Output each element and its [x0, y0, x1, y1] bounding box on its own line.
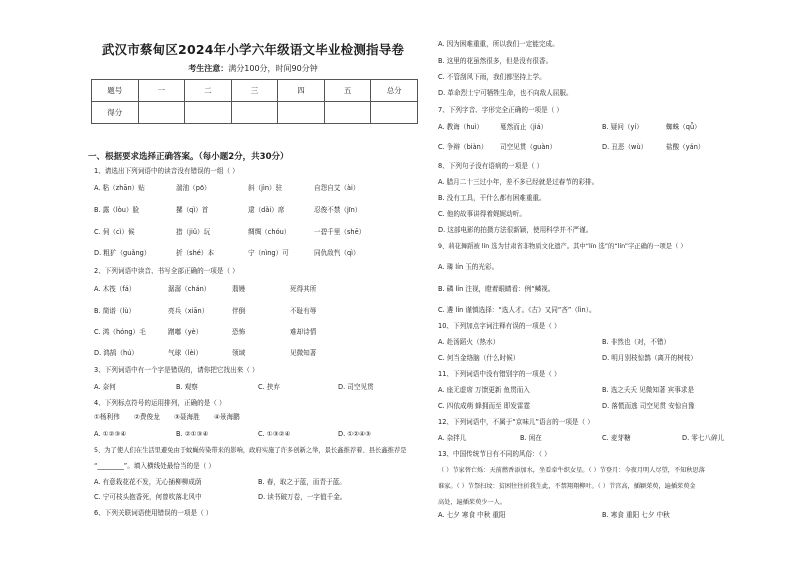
option: 宁（nìng）可	[248, 249, 289, 257]
option: C. 遴 lín 谨慎选择：“选人才。《古》又同“吝”（lìn）。	[438, 306, 596, 314]
notice-text: 满分100分，时间90分钟	[228, 64, 318, 73]
list-item: ③聂海胜	[174, 413, 200, 421]
option: A. 杂拌儿	[438, 434, 467, 442]
option: A. 七夕 寒食 中秋 重阳	[438, 511, 506, 519]
question-paragraph	[438, 465, 762, 508]
score-header-cell: 题号	[92, 80, 139, 102]
option: B. 非然也（对，不错）	[602, 338, 671, 346]
question-stem: 8、下列句子没有语病的一项是（ ）	[438, 162, 544, 170]
option: A. 粘（zhān）贴	[94, 184, 145, 192]
option: 翡嫚	[232, 285, 246, 293]
question-stem: 13、中国传统节日有不同的风俗：（ ）	[438, 450, 551, 458]
option: C. 麦芽糖	[602, 434, 631, 442]
score-row-label: 得分	[92, 102, 139, 124]
option: D. 鸿鹄（hú）	[94, 349, 139, 357]
paragraph-line: （ ）节家替亡烁：天前燃香添加水，坐看牵牛织女星。（ ）节登月：今夜月明人尽望，不知秋思落	[438, 467, 705, 474]
option: 气球（lèi）	[168, 349, 203, 357]
option: A. 赴汤蹈火（热水）	[438, 338, 500, 346]
score-cell[interactable]	[371, 102, 418, 124]
question-stem: 3、下列词语中有一个字是错误的，请你把它找出来（ ）	[94, 366, 259, 374]
option: 逮（dǎi）席	[248, 206, 285, 214]
option: C. 鸿（hóng）毛	[94, 328, 146, 336]
list-item: ④景海鹏	[214, 413, 240, 421]
question-stem: 7、下列字音、字形完全正确的一项是（ ）	[438, 106, 563, 114]
option: A. 木筏（fá）	[94, 285, 136, 293]
option: C. 四依成萌 蜂拥而至 即发雷霆	[438, 402, 531, 410]
section-heading: 一、根据要求选择正确答案。（每小题2分，共30分）	[88, 152, 289, 162]
question-stem: 4、下列标点符号的运用排列，正确的是（ ）	[94, 399, 226, 407]
option: D. 丑恶（wù）	[602, 143, 648, 151]
score-header-cell: 四	[278, 80, 325, 102]
option: 不耻有辱	[290, 307, 317, 315]
option: 斜（jìn）驻	[248, 184, 283, 192]
option: 自怨自艾（ài）	[314, 184, 360, 192]
question-stem: 6、下列关联词语使用错误的一项是（ ）	[94, 509, 213, 517]
question-stem: 1、请选出下列词语中的读音没有错误的一组（ ）	[94, 167, 239, 175]
option: B. 这里的花虽然很多，但是没有很香。	[438, 57, 553, 65]
option: D. 读书破万卷，一字值千金。	[258, 493, 347, 501]
notice-label: 考生注意：	[188, 64, 229, 73]
option: A. 座无虚席 万馈更新 鱼贯而入	[438, 386, 530, 394]
question-stem: 11、下列词语中没有错别字的一项是（ ）	[438, 370, 561, 378]
option: B. 疑问（yí）	[602, 123, 643, 131]
option: B. 没有工具，干什么都有困难重重。	[438, 194, 546, 202]
option: B. 磷 lín 注视，瞪着眼睛看：例“鳞视。	[438, 285, 555, 293]
score-header-cell: 一	[138, 80, 185, 102]
option: 盐酸（yán）	[666, 143, 705, 151]
paragraph-line: 谁家。（ ）节祭扫坟：贫困往往折我生此，不禁翔翔柳叶。（ ）节宫高，插颖茱萸，遍插茱萸金	[438, 483, 696, 490]
option: 折（shé）本	[176, 249, 215, 257]
score-header-cell: 五	[324, 80, 371, 102]
option: 忍俊不禁（jīn）	[314, 206, 362, 214]
option: D. ①②④③	[338, 430, 371, 438]
exam-notice	[88, 63, 418, 74]
option: 恐怖	[232, 328, 246, 336]
score-table-header-row	[92, 80, 418, 102]
option: D. 这部电影的拍摄方法很新颖，使用科学并不严谨。	[438, 226, 593, 234]
option: 摞（qì）首	[176, 206, 209, 214]
option: 伴倒	[232, 307, 246, 315]
option: 亮兵（xiān）	[168, 307, 209, 315]
option: 戛然而止（jiá）	[500, 123, 548, 131]
option: B. 选之夭夭 见微知著 宾事求是	[602, 386, 695, 394]
option: 见微知著	[290, 349, 317, 357]
option: A. 璘 lín 玉的光彩。	[438, 263, 499, 271]
option: A. ①②③④	[94, 430, 127, 438]
option: C. 宁可枝头抱香死，何曾吹落北风中	[94, 493, 202, 501]
question-stem: 9、莉花舞蹈被 lín 选为甘肃省非物质文化遗产。其中“lín 选”的“lín”字正确的一项是（ ）	[438, 243, 687, 250]
option: 死得其所	[290, 285, 317, 293]
option: D. 明月别枝惊鹊（离开的树枝）	[602, 354, 697, 362]
score-cell[interactable]	[324, 102, 371, 124]
option: 蹭嘟（yè）	[168, 328, 203, 336]
question-stem: 10、下列加点字词注释有误的一项是（ ）	[438, 322, 561, 330]
score-cell[interactable]	[278, 102, 325, 124]
option: C. 伺（cì）候	[94, 228, 135, 236]
option: C. 他的故事讲得着娓娓动听。	[438, 210, 526, 218]
option: B. 露（lòu）脸	[94, 206, 140, 214]
question-stem: 5、为了使人们在生活里避免由于蚊蝇传染带来的影响，政府实施了许多创新之举，景长鑫推荐着、县长鑫推荐是	[94, 447, 407, 454]
option: 同仇敌忾（qì）	[314, 249, 360, 257]
option: 难却诗情	[290, 328, 317, 336]
list-item: ①杨利伟	[94, 413, 120, 421]
question-stem: 2、下列词语中读音、书写全部正确的一项是（ ）	[94, 267, 239, 275]
option: D. 零七八碎儿	[682, 434, 725, 442]
option: 蜘蛛（qǖ）	[666, 123, 701, 131]
option: B. 寒食 重阳 七夕 中秋	[602, 511, 670, 519]
option: B. 观察	[176, 383, 198, 391]
score-cell[interactable]	[185, 102, 232, 124]
paragraph-line: 高处，遍插茱萸少一人。	[438, 499, 507, 506]
score-cell[interactable]	[231, 102, 278, 124]
option: A. 教诲（huì）	[438, 123, 484, 131]
option: C. 不管刮风下雨，我们都坚持上学。	[438, 73, 546, 81]
option: A. 有意栽花花不发，无心插柳柳成荫	[94, 478, 202, 486]
list-item: ②费俊龙	[134, 413, 160, 421]
score-header-cell: 二	[185, 80, 232, 102]
option: 湍油（pō）	[176, 184, 211, 192]
question-blank: “________”。填入横线处最恰当的是（ ）	[94, 462, 216, 470]
option: C. 争辩（biàn）	[438, 143, 488, 151]
option: B. 简谱（lù）	[94, 307, 136, 315]
option: B. ②①③④	[176, 430, 209, 438]
page-title: 武汉市蔡甸区2024年小学六年级语文毕业检测指导卷	[101, 42, 405, 57]
option: A. 奈何	[94, 383, 116, 391]
score-header-cell: 三	[231, 80, 278, 102]
option: 措（jiǔ）玩	[176, 228, 211, 236]
option: B. 春，取之于蓝，而青于蓝。	[258, 478, 346, 486]
option: C. ①③②④	[258, 430, 291, 438]
option: B. 闲在	[520, 434, 542, 442]
option: A. 因为困难重重，所以我们一定能完成。	[438, 40, 559, 48]
option: D. 落慌而逃 司空见贯 安惊自豫	[602, 402, 695, 410]
score-table	[91, 79, 418, 124]
option: D. 司空见贯	[338, 383, 374, 391]
option: C. 挟弃	[258, 383, 280, 391]
option: D. 粗犷（guǎng）	[94, 249, 151, 257]
score-cell[interactable]	[138, 102, 185, 124]
score-table-row	[92, 102, 418, 124]
option: 绸绸（chóu）	[248, 228, 291, 236]
option: 潺潺（chán）	[168, 285, 211, 293]
question-stem: 12、下列词语中，不属于“京味儿”语言的一项是（ ）	[438, 418, 594, 426]
option: 一碧千里（shē）	[314, 228, 366, 236]
option: A. 腊月二十三过小年，差不多已经就是过春节的彩排。	[438, 178, 599, 186]
score-header-cell: 总分	[371, 80, 418, 102]
option: C. 何当金络脑（什么时候）	[438, 354, 520, 362]
option: 领域	[232, 349, 246, 357]
option: D. 革命烈士宁可牺牲生命，也不向敌人屈服。	[438, 89, 573, 97]
option: 司空见贯（guàn）	[500, 143, 557, 151]
